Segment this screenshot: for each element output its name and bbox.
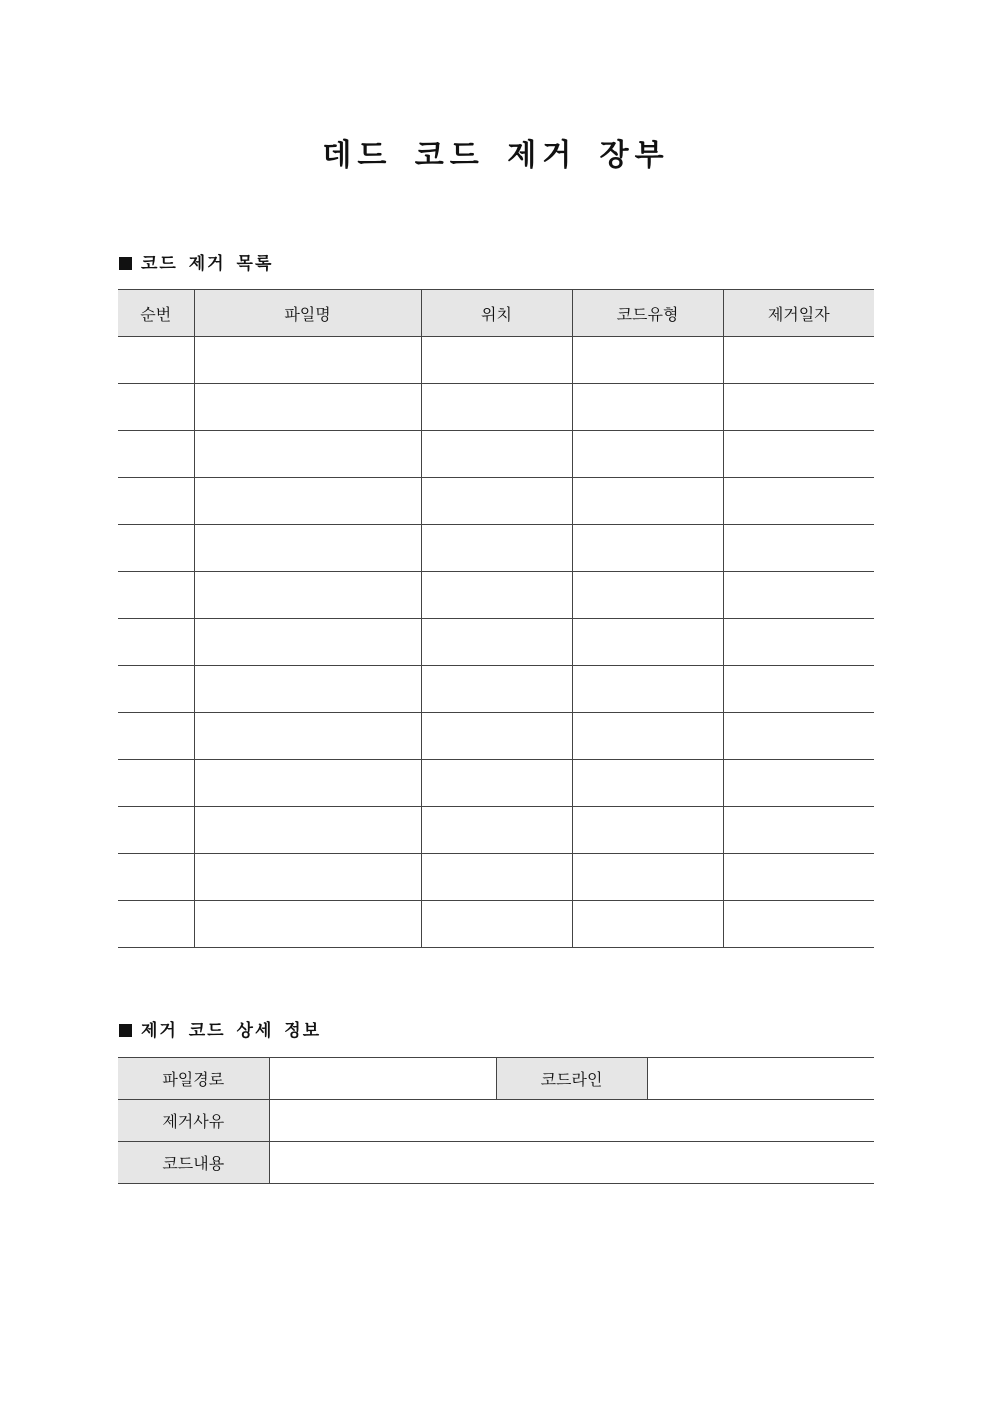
code-type-cell[interactable] bbox=[572, 572, 723, 619]
code-type-cell[interactable] bbox=[572, 525, 723, 572]
seq-cell[interactable] bbox=[118, 666, 194, 713]
seq-cell[interactable] bbox=[118, 431, 194, 478]
column-header-seq: 순번 bbox=[118, 290, 194, 337]
seq-cell[interactable] bbox=[118, 901, 194, 948]
location-cell[interactable] bbox=[421, 619, 572, 666]
location-cell[interactable] bbox=[421, 431, 572, 478]
removal-date-cell[interactable] bbox=[723, 337, 874, 384]
removal-date-cell[interactable] bbox=[723, 619, 874, 666]
table-row bbox=[118, 1058, 874, 1100]
removal-date-cell[interactable] bbox=[723, 431, 874, 478]
location-cell[interactable] bbox=[421, 713, 572, 760]
removal-date-cell[interactable] bbox=[723, 854, 874, 901]
location-cell[interactable] bbox=[421, 854, 572, 901]
location-cell[interactable] bbox=[421, 666, 572, 713]
filename-cell[interactable] bbox=[194, 901, 421, 948]
removal-date-cell[interactable] bbox=[723, 760, 874, 807]
seq-cell[interactable] bbox=[118, 760, 194, 807]
filename-cell[interactable] bbox=[194, 337, 421, 384]
table-row bbox=[118, 1142, 874, 1184]
seq-cell[interactable] bbox=[118, 525, 194, 572]
seq-cell[interactable] bbox=[118, 572, 194, 619]
section-heading-list bbox=[119, 254, 273, 274]
filename-cell[interactable] bbox=[194, 713, 421, 760]
code-line-label: 코드라인 bbox=[496, 1058, 647, 1100]
seq-cell[interactable] bbox=[118, 337, 194, 384]
seq-cell[interactable] bbox=[118, 478, 194, 525]
seq-cell[interactable] bbox=[118, 854, 194, 901]
code-type-cell[interactable] bbox=[572, 760, 723, 807]
column-header-location: 위치 bbox=[421, 290, 572, 337]
filename-cell[interactable] bbox=[194, 807, 421, 854]
filename-cell[interactable] bbox=[194, 854, 421, 901]
removal-date-cell[interactable] bbox=[723, 666, 874, 713]
removal-date-cell[interactable] bbox=[723, 807, 874, 854]
location-cell[interactable] bbox=[421, 572, 572, 619]
code-type-cell[interactable] bbox=[572, 619, 723, 666]
table-row bbox=[118, 760, 874, 807]
location-cell[interactable] bbox=[421, 525, 572, 572]
code-type-cell[interactable] bbox=[572, 478, 723, 525]
removal-date-cell[interactable] bbox=[723, 478, 874, 525]
code-line-field[interactable] bbox=[647, 1058, 874, 1100]
code-type-cell[interactable] bbox=[572, 431, 723, 478]
code-type-cell[interactable] bbox=[572, 901, 723, 948]
content-field[interactable] bbox=[269, 1142, 874, 1184]
table-row bbox=[118, 337, 874, 384]
seq-cell[interactable] bbox=[118, 384, 194, 431]
location-cell[interactable] bbox=[421, 901, 572, 948]
table-row bbox=[118, 901, 874, 948]
filename-cell[interactable] bbox=[194, 525, 421, 572]
table-row bbox=[118, 713, 874, 760]
removal-list-table bbox=[118, 289, 874, 948]
code-type-cell[interactable] bbox=[572, 666, 723, 713]
square-bullet-icon bbox=[119, 257, 132, 270]
location-cell[interactable] bbox=[421, 384, 572, 431]
location-cell[interactable] bbox=[421, 337, 572, 384]
filename-cell[interactable] bbox=[194, 619, 421, 666]
table-row bbox=[118, 854, 874, 901]
filename-cell[interactable] bbox=[194, 431, 421, 478]
detail-table bbox=[118, 1057, 874, 1184]
removal-date-cell[interactable] bbox=[723, 572, 874, 619]
removal-list-body bbox=[118, 337, 874, 948]
column-header-code-type: 코드유형 bbox=[572, 290, 723, 337]
code-type-cell[interactable] bbox=[572, 337, 723, 384]
section-heading-detail-text: 제거 코드 상세 정보 bbox=[141, 1021, 322, 1041]
filename-cell[interactable] bbox=[194, 666, 421, 713]
reason-label: 제거사유 bbox=[118, 1100, 269, 1142]
removal-date-cell[interactable] bbox=[723, 901, 874, 948]
location-cell[interactable] bbox=[421, 478, 572, 525]
table-row bbox=[118, 619, 874, 666]
file-path-label: 파일경로 bbox=[118, 1058, 269, 1100]
table-row bbox=[118, 431, 874, 478]
file-path-field[interactable] bbox=[269, 1058, 496, 1100]
removal-date-cell[interactable] bbox=[723, 713, 874, 760]
reason-field[interactable] bbox=[269, 1100, 874, 1142]
table-row bbox=[118, 572, 874, 619]
table-row bbox=[118, 807, 874, 854]
square-bullet-icon bbox=[119, 1024, 132, 1037]
table-row bbox=[118, 384, 874, 431]
seq-cell[interactable] bbox=[118, 713, 194, 760]
table-row bbox=[118, 1100, 874, 1142]
filename-cell[interactable] bbox=[194, 384, 421, 431]
removal-date-cell[interactable] bbox=[723, 384, 874, 431]
code-type-cell[interactable] bbox=[572, 384, 723, 431]
filename-cell[interactable] bbox=[194, 572, 421, 619]
removal-date-cell[interactable] bbox=[723, 525, 874, 572]
page-title: 데드 코드 제거 장부 bbox=[322, 138, 670, 173]
column-header-filename: 파일명 bbox=[194, 290, 421, 337]
seq-cell[interactable] bbox=[118, 619, 194, 666]
column-header-removal-date: 제거일자 bbox=[723, 290, 874, 337]
section-heading-detail bbox=[119, 1021, 321, 1041]
table-row bbox=[118, 478, 874, 525]
section-heading-list-text: 코드 제거 목록 bbox=[141, 254, 274, 274]
seq-cell[interactable] bbox=[118, 807, 194, 854]
content-label: 코드내용 bbox=[118, 1142, 269, 1184]
code-type-cell[interactable] bbox=[572, 713, 723, 760]
code-type-cell[interactable] bbox=[572, 854, 723, 901]
filename-cell[interactable] bbox=[194, 478, 421, 525]
location-cell[interactable] bbox=[421, 807, 572, 854]
filename-cell[interactable] bbox=[194, 760, 421, 807]
table-row bbox=[118, 666, 874, 713]
table-row bbox=[118, 525, 874, 572]
location-cell[interactable] bbox=[421, 760, 572, 807]
code-type-cell[interactable] bbox=[572, 807, 723, 854]
table-header-row bbox=[118, 290, 874, 337]
